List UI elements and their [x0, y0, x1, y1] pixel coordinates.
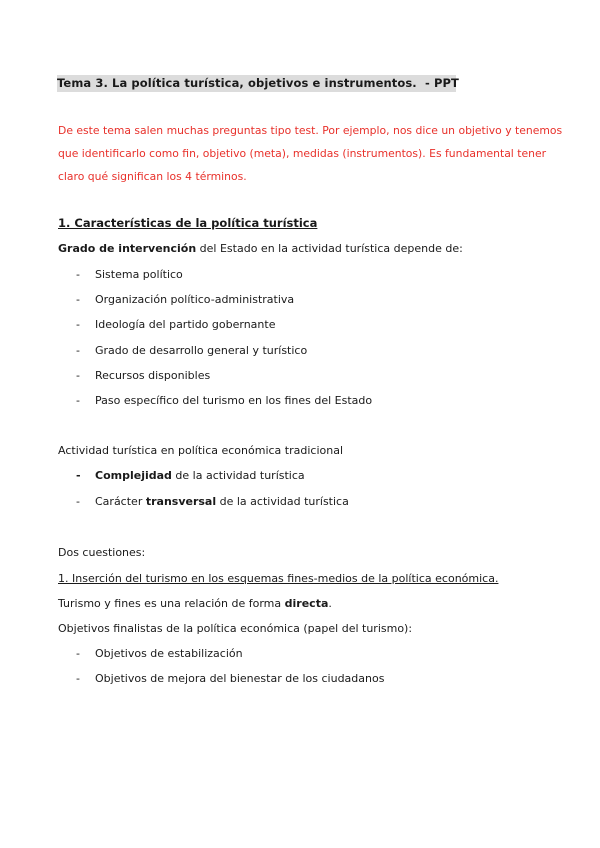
intro-rest: del Estado en la actividad turística depende de: [196, 242, 463, 255]
title-text: Tema 3. La política turística, objetivos e instrumentos. [57, 76, 417, 90]
activity-title: Actividad turística en política económica tradicional [58, 444, 344, 457]
questions-label: Dos cuestiones: [58, 546, 146, 559]
activity-item: - Complejidad de la actividad turística [76, 469, 305, 482]
section-heading: 1. Características de la política turística [58, 216, 318, 230]
objective-item: - Objetivos de mejora del bienestar de los ciudadanos [76, 672, 385, 685]
note-line-3: claro qué significan los 4 términos. [58, 170, 247, 183]
list-item: - Recursos disponibles [76, 369, 211, 382]
intro-bold: Grado de intervención [58, 242, 197, 255]
list-item: - Paso específico del turismo en los fines del Estado [76, 394, 373, 407]
document-title [57, 75, 459, 92]
relation-line: Turismo y fines es una relación de forma directa. [58, 597, 332, 610]
title-tag: - PPT [425, 76, 459, 90]
note-line-2: que identificarlo como fin, objetivo (meta), medidas (instrumentos). Es fundamental tener [58, 147, 547, 160]
note-line-1: De este tema salen muchas preguntas tipo test. Por ejemplo, nos dice un objetivo y tenemos [58, 124, 563, 137]
objectives-title: Objetivos finalistas de la política económica (papel del turismo): [58, 622, 413, 635]
list-item: - Ideología del partido gobernante [76, 318, 276, 331]
list-item: - Organización político-administrativa [76, 293, 295, 306]
activity-item: - Carácter transversal de la actividad turística [76, 495, 349, 508]
question-heading: 1. Inserción del turismo en los esquemas fines-medios de la política económica. [58, 572, 499, 585]
objective-item: - Objetivos de estabilización [76, 647, 243, 660]
list-item: - Sistema político [76, 268, 183, 281]
intro-paragraph [58, 242, 463, 255]
list-item: - Grado de desarrollo general y turístico [76, 344, 308, 357]
